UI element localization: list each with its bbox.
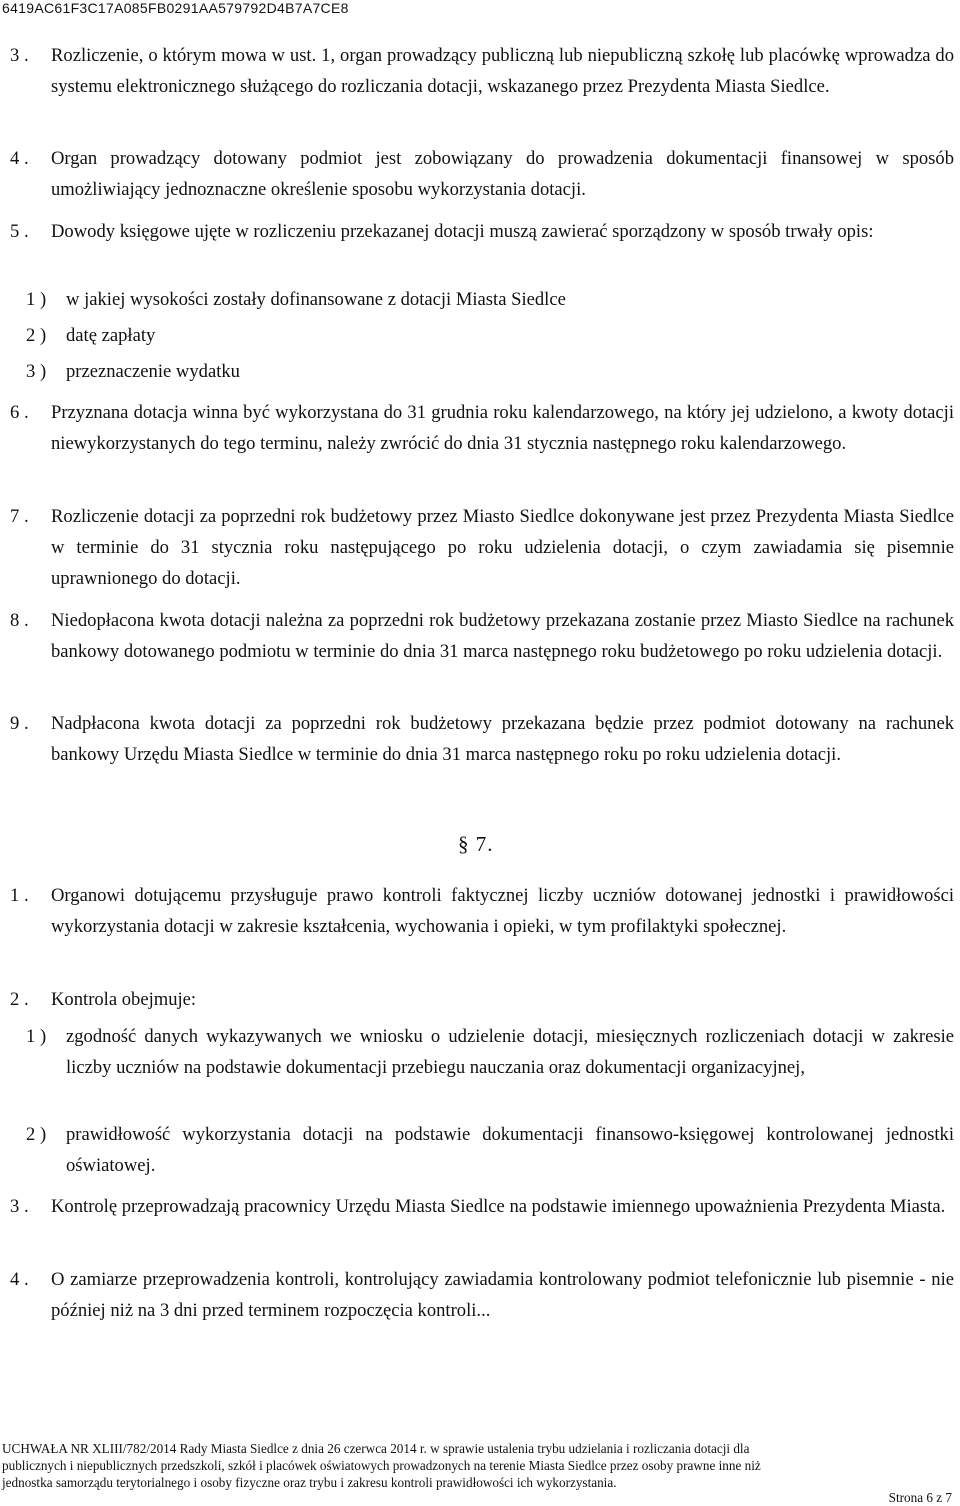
- footer-line: UCHWAŁA NR XLIII/782/2014 Rady Miasta Siedlce z dnia 26 czerwca 2014 r. w sprawie ustalenia trybu udzielania i rozliczania dotacji dla: [2, 1441, 750, 1456]
- section-heading: § 7.: [458, 832, 494, 856]
- paragraph-number: 5 .: [10, 221, 29, 242]
- paragraph-text: Niedopłacona kwota dotacji należna za poprzedni rok budżetowy przekazana zostanie przez Miasto Siedlce na rachunek bankowy dotowanego podmiotu w terminie do dnia 31 marca następnego roku budżetowego po roku udzielenia dotacji.: [51, 610, 954, 662]
- paragraph-text: Przyznana dotacja winna być wykorzystana do 31 grudnia roku kalendarzowego, na który jej udzielono, a kwoty dotacji niewykorzystanych do tego terminu, należy zwrócić do dnia 31 stycznia następnego roku kalendarzowego.: [51, 402, 954, 454]
- list-item: [26, 284, 954, 315]
- paragraph-s7-2: [10, 984, 954, 1015]
- paragraph-text: Rozliczenie, o którym mowa w ust. 1, organ prowadzący publiczną lub niepubliczną szkołę lub placówkę wprowadza do systemu elektronicznego służącego do rozliczania dotacji, wskazanego przez Prezydenta Miasta Siedlce.: [51, 45, 954, 97]
- list-text: prawidłowość wykorzystania dotacji na podstawie dokumentacji finansowo-księgowej kontrolowanej jednostki oświatowej.: [66, 1124, 954, 1176]
- paragraph-number: 3 .: [10, 45, 29, 66]
- list-number: 3 ): [26, 361, 47, 382]
- list-number: 1 ): [26, 289, 47, 310]
- paragraph-number: 9 .: [10, 713, 29, 734]
- paragraph-8: [10, 605, 954, 667]
- list-number: 2 ): [26, 1124, 47, 1145]
- paragraph-number: 2 .: [10, 989, 29, 1010]
- paragraph-s7-3: [10, 1191, 954, 1222]
- paragraph-s7-4: [10, 1264, 954, 1326]
- paragraph-text: Kontrolę przeprowadzają pracownicy Urzędu Miasta Siedlce na podstawie imiennego upoważnienia Prezydenta Miasta.: [51, 1196, 946, 1217]
- list-text: w jakiej wysokości zostały dofinansowane z dotacji Miasta Siedlce: [66, 289, 566, 310]
- list-item: [26, 356, 954, 387]
- list-item: [26, 1119, 954, 1181]
- paragraph-text: O zamiarze przeprowadzenia kontroli, kontrolujący zawiadamia kontrolowany podmiot telefonicznie lub pisemnie - nie później niż na 3 dni przed terminem rozpoczęcia kontroli...: [51, 1269, 954, 1321]
- paragraph-6: [10, 397, 954, 459]
- paragraph-number: 1 .: [10, 885, 29, 906]
- list-item: [26, 1021, 954, 1083]
- page-number: Strona 6 z 7: [888, 1490, 952, 1505]
- paragraph-number: 7 .: [10, 506, 29, 527]
- paragraph-text: Organ prowadzący dotowany podmiot jest zobowiązany do prowadzenia dokumentacji finansowej w sposób umożliwiający jednoznaczne określenie sposobu wykorzystania dotacji.: [51, 148, 954, 200]
- paragraph-4: [10, 143, 954, 205]
- paragraph-7: [10, 501, 954, 594]
- paragraph-text: Nadpłacona kwota dotacji za poprzedni rok budżetowy przekazana będzie przez podmiot dotowany na rachunek bankowy Urzędu Miasta Siedlce w terminie do dnia 31 marca następnego roku po roku udzielenia dotacji.: [51, 713, 954, 765]
- paragraph-number: 4 .: [10, 148, 29, 169]
- paragraph-s7-1: [10, 880, 954, 942]
- paragraph-number: 3 .: [10, 1196, 29, 1217]
- paragraph-3: [10, 40, 954, 102]
- footer-line: jednostka samorządu terytorialnego i osoby fizyczne oraz trybu i zakresu kontroli prawidłowości ich wykorzystania.: [2, 1475, 617, 1490]
- list-text: zgodność danych wykazywanych we wniosku o udzielenie dotacji, miesięcznych rozliczeniach dotacji w zakresie liczby uczniów na podstawie dokumentacji przebiegu nauczania oraz dokumentacji organizacyjnej,: [66, 1026, 954, 1078]
- paragraph-9: [10, 708, 954, 770]
- footer-line: publicznych i niepublicznych przedszkoli, szkół i placówek oświatowych prowadzonych na terenie Miasta Siedlce przez osoby prawne inne niż: [2, 1458, 761, 1473]
- document-id: 6419AC61F3C17A085FB0291AA579792D4B7A7CE8: [2, 0, 349, 16]
- list-text: datę zapłaty: [66, 325, 156, 346]
- paragraph-number: 6 .: [10, 402, 29, 423]
- paragraph-text: Kontrola obejmuje:: [51, 989, 197, 1010]
- list-text: przeznaczenie wydatku: [66, 361, 240, 382]
- paragraph-number: 8 .: [10, 610, 29, 631]
- list-item: [26, 320, 954, 351]
- page-footer: [2, 1440, 952, 1491]
- paragraph-text: Rozliczenie dotacji za poprzedni rok budżetowy przez Miasto Siedlce dokonywane jest przez Prezydenta Miasta Siedlce w terminie do 31 stycznia roku następującego po roku udzielenia dotacji, o czym zawiadamia się pisemnie uprawnionego do dotacji.: [51, 506, 954, 589]
- paragraph-text: Dowody księgowe ujęte w rozliczeniu przekazanej dotacji muszą zawierać sporządzony w sposób trwały opis:: [51, 221, 874, 242]
- list-number: 1 ): [26, 1026, 47, 1047]
- paragraph-number: 4 .: [10, 1269, 29, 1290]
- list-number: 2 ): [26, 325, 47, 346]
- paragraph-text: Organowi dotującemu przysługuje prawo kontroli faktycznej liczby uczniów dotowanej jednostki i prawidłowości wykorzystania dotacji w zakresie kształcenia, wychowania i opieki, w tym profilaktyki społecznej.: [51, 885, 954, 937]
- paragraph-5: [10, 216, 954, 247]
